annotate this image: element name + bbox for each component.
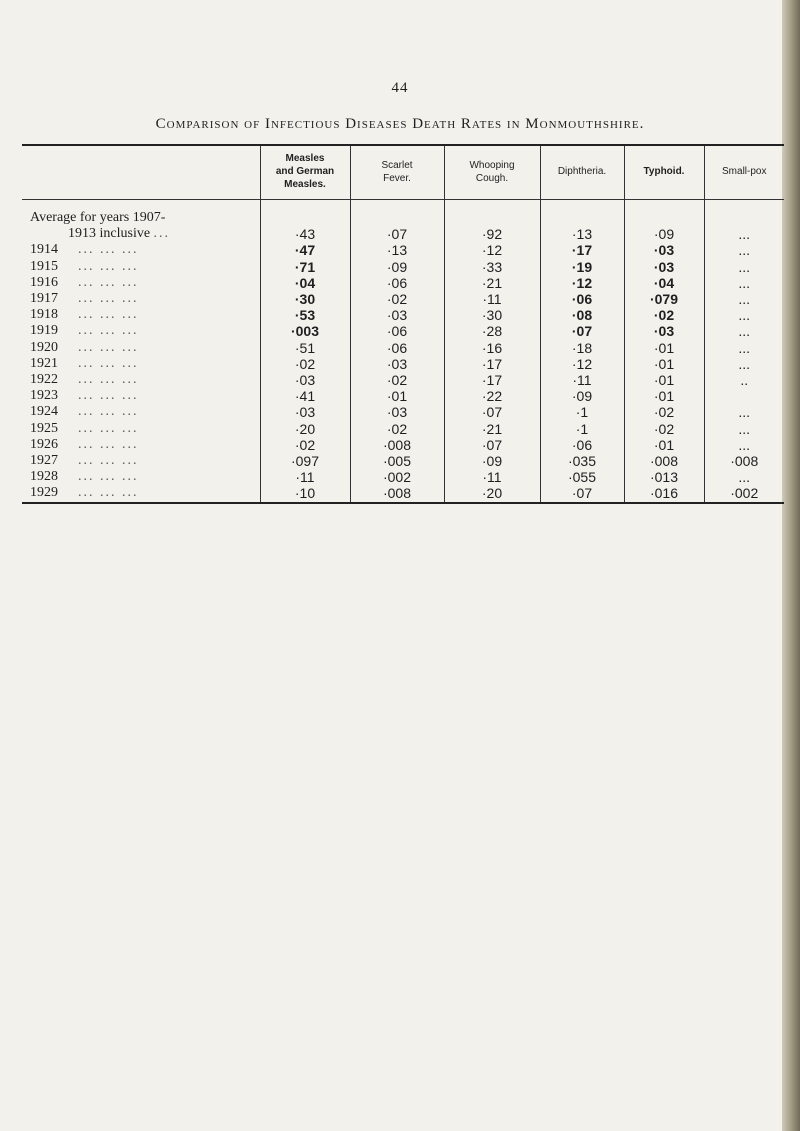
row-label-year: 1919 ... ... ... [30,323,139,339]
cell: ·33 [444,259,540,275]
cell: ·12 [444,242,540,258]
cell: ·51 [260,340,350,356]
row-label-year: 1925 ... ... ... [30,420,139,436]
cell: ·30 [260,291,350,307]
cell: ·02 [350,421,444,437]
table-row [22,323,784,339]
cell: ·30 [444,307,540,323]
cell: ... [704,259,784,275]
scanned-page-edge [782,0,800,1131]
cell: ·03 [624,259,704,275]
cell: ·47 [260,242,350,258]
header-measles: Measles and German Measles. [260,145,350,200]
row-label-year: 1917 ... ... ... [30,291,139,307]
cell: ... [704,340,784,356]
cell: ·09 [624,226,704,242]
table-row [22,485,784,502]
cell: ... [704,437,784,453]
cell: ·03 [350,307,444,323]
cell: ·06 [540,291,624,307]
cell: ·09 [444,453,540,469]
cell: ·02 [260,356,350,372]
cell: ·07 [350,226,444,242]
cell: ·08 [540,307,624,323]
cell: ·09 [350,259,444,275]
table-row [22,404,784,420]
header-scarlet-fever: Scarlet Fever. [350,145,444,200]
cell: ·03 [624,242,704,258]
row-label-year: 1922 ... ... ... [30,372,139,388]
table-row-average-label [22,200,784,227]
cell: ·43 [260,226,350,242]
cell: ·01 [624,437,704,453]
cell: ·008 [350,437,444,453]
row-label-average-years: 1913 inclusive ... [68,226,171,242]
cell: ·04 [260,275,350,291]
cell: ·008 [350,485,444,502]
cell: ·09 [540,388,624,404]
cell: ·079 [624,291,704,307]
row-label-year: 1928 ... ... ... [30,469,139,485]
cell: ·03 [624,323,704,339]
cell: ... [704,242,784,258]
cell: ·07 [540,485,624,502]
cell: ·20 [260,421,350,437]
cell: ·01 [624,372,704,388]
cell: ·20 [444,485,540,502]
cell: ·02 [624,421,704,437]
cell: ·097 [260,453,350,469]
cell: ... [704,275,784,291]
table-row [22,340,784,356]
cell: ·06 [350,275,444,291]
cell: ·92 [444,226,540,242]
cell: ·016 [624,485,704,502]
cell: ... [704,404,784,420]
row-label-year: 1921 ... ... ... [30,355,139,371]
cell: ·19 [540,259,624,275]
cell: ·005 [350,453,444,469]
cell: ·002 [350,469,444,485]
table-row [22,388,784,404]
cell: ·01 [624,340,704,356]
cell: ·055 [540,469,624,485]
cell: ·71 [260,259,350,275]
row-label-year: 1929 ... ... ... [30,485,139,501]
cell: ·12 [540,356,624,372]
row-label-year: 1927 ... ... ... [30,453,139,469]
table-row-average [22,226,784,242]
cell: ·10 [260,485,350,502]
table-header-row [22,145,784,200]
table-row [22,437,784,453]
cell: ... [704,421,784,437]
cell: ·02 [624,404,704,420]
cell: ... [704,323,784,339]
cell: ·28 [444,323,540,339]
cell: ·03 [350,356,444,372]
cell: ·04 [624,275,704,291]
cell [704,388,784,404]
cell: ·16 [444,340,540,356]
table-row [22,275,784,291]
table-row [22,469,784,485]
row-label-average: Average for years 1907- [30,210,166,225]
table-row [22,291,784,307]
row-label-year: 1920 ... ... ... [30,339,139,355]
cell: ·41 [260,388,350,404]
cell: ·21 [444,421,540,437]
cell: ... [704,291,784,307]
table-row [22,421,784,437]
header-diphtheria: Diphtheria. [540,145,624,200]
header-small-pox: Small-pox [704,145,784,200]
cell: ... [704,469,784,485]
cell: ·02 [624,307,704,323]
cell: ·13 [350,242,444,258]
table-row [22,356,784,372]
cell: ·06 [350,340,444,356]
cell: ·002 [704,485,784,502]
cell: ·07 [540,323,624,339]
cell: ... [704,307,784,323]
cell: ·003 [260,323,350,339]
cell: ·03 [260,404,350,420]
cell: ·02 [350,291,444,307]
cell: ·21 [444,275,540,291]
page-title: Comparison of Infectious Diseases Death Rates in Monmouthshire. [155,116,645,132]
header-whooping-cough: Whooping Cough. [444,145,540,200]
cell: ·008 [624,453,704,469]
cell: ·013 [624,469,704,485]
cell: ·53 [260,307,350,323]
cell: ·03 [260,372,350,388]
cell: ·035 [540,453,624,469]
cell: ·17 [444,372,540,388]
table-row [22,453,784,469]
cell: ·06 [540,437,624,453]
cell: ·11 [260,469,350,485]
table-row [22,259,784,275]
cell: ·07 [444,404,540,420]
cell: ·13 [540,226,624,242]
death-rates-table [22,144,784,504]
page-number: 44 [391,80,409,96]
row-label-year: 1924 ... ... ... [30,404,139,420]
cell: ·02 [260,437,350,453]
cell: ·22 [444,388,540,404]
table-row [22,372,784,388]
cell: ·12 [540,275,624,291]
row-label-year: 1926 ... ... ... [30,436,139,452]
cell: .. [704,372,784,388]
header-typhoid: Typhoid. [624,145,704,200]
cell: ·01 [350,388,444,404]
header-blank [22,145,260,200]
cell: ·17 [444,356,540,372]
cell: ·17 [540,242,624,258]
cell: ... [704,356,784,372]
row-label-year: 1916 ... ... ... [30,274,139,290]
row-label-year: 1915 ... ... ... [30,258,139,274]
cell: ·01 [624,356,704,372]
cell: ·07 [444,437,540,453]
cell: ... [704,226,784,242]
cell: ·01 [624,388,704,404]
cell: ·1 [540,404,624,420]
cell: ·11 [540,372,624,388]
cell: ·03 [350,404,444,420]
table-row [22,242,784,258]
row-label-year: 1918 ... ... ... [30,307,139,323]
cell: ·11 [444,291,540,307]
cell: ·18 [540,340,624,356]
cell: ·008 [704,453,784,469]
row-label-year: 1923 ... ... ... [30,388,139,404]
row-label-year: 1914 ... ... ... [30,242,139,258]
table-row [22,307,784,323]
cell: ·06 [350,323,444,339]
cell: ·11 [444,469,540,485]
cell: ·02 [350,372,444,388]
cell: ·1 [540,421,624,437]
